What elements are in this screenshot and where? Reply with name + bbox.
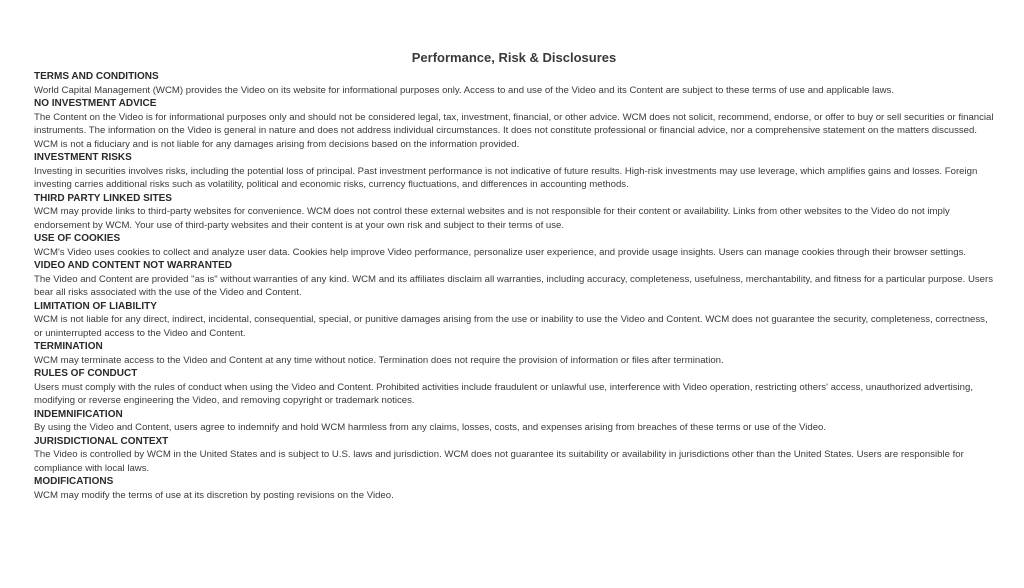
section-heading: VIDEO AND CONTENT NOT WARRANTED xyxy=(34,260,232,271)
section-body: World Capital Management (WCM) provides the Video on its website for informational purposes only. Access to and use of the Video and its Content are subject to these terms of use and applicable laws. xyxy=(34,84,894,96)
section-heading: NO INVESTMENT ADVICE xyxy=(34,98,157,109)
section-body: WCM may modify the terms of use at its discretion by posting revisions on the Video. xyxy=(34,489,394,501)
section-heading: RULES OF CONDUCT xyxy=(34,368,138,379)
section-body: By using the Video and Content, users agree to indemnify and hold WCM harmless from any claims, losses, costs, and expenses arising from breaches of these terms or use of the Video. xyxy=(34,422,827,433)
section-third-party-linked-sites xyxy=(34,192,994,233)
section-body: The Video and Content are provided "as is" without warranties of any kind. WCM and its affiliates disclaim all warranties, including accuracy, completeness, usefulness, merchantability, and fitness for a particular purpose. Users bear all risks associated with the use of the Video and Content. xyxy=(34,273,994,298)
section-termination xyxy=(34,340,994,367)
section-limitation-of-liability xyxy=(34,300,994,341)
section-video-and-content-not-warranted xyxy=(34,259,994,300)
section-body: The Video is controlled by WCM in the United States and is subject to U.S. laws and jurisdiction. WCM does not guarantee its suitability or availability in jurisdictions other than the United States. Users are responsible for compliance with local laws. xyxy=(34,449,964,474)
section-heading: THIRD PARTY LINKED SITES xyxy=(34,192,172,204)
section-body: WCM's Video uses cookies to collect and analyze user data. Cookies help improve Video performance, personalize user experience, and provide usage insights. Users can manage cookies through their browser settings. xyxy=(34,246,967,258)
section-body: The Content on the Video is for informational purposes only and should not be considered legal, tax, investment, financial, or other advice. WCM does not solicit, recommend, endorse, or offer to buy or sell securities or financial instruments. The information on the Video is general in nature and does not address individual circumstances. It does not constitute professional or financial advice, nor a comprehensive statement on the matters discussed. WCM is not a fiduciary and is not liable for any damages arising from decisions based on the information provided. xyxy=(34,111,994,150)
section-use-of-cookies xyxy=(34,232,994,259)
section-body: WCM may provide links to third-party websites for convenience. WCM does not control these external websites and is not responsible for their content or availability. Links from other websites to the Video do not imply endorsement by WCM. Your use of third-party websites and their content is at your own risk and subject to their terms of use. xyxy=(34,206,950,231)
section-body: WCM may terminate access to the Video and Content at any time without notice. Termination does not require the provision of information or files after termination. xyxy=(34,354,724,366)
section-heading: LIMITATION OF LIABILITY xyxy=(34,300,157,312)
section-terms-and-conditions xyxy=(34,70,994,97)
section-heading: MODIFICATIONS xyxy=(34,476,114,487)
section-indemnification xyxy=(34,408,994,435)
section-heading: TERMINATION xyxy=(34,341,103,352)
section-heading: INVESTMENT RISKS xyxy=(34,152,132,163)
section-heading: USE OF COOKIES xyxy=(34,233,121,244)
section-body: Users must comply with the rules of conduct when using the Video and Content. Prohibited activities include fraudulent or unlawful use, interference with Video operation, restricting others' access, unauthorized advertising, modifying or reverse engineering the Video, and removing copyright or trademark notices. xyxy=(34,381,973,406)
section-body: WCM is not liable for any direct, indirect, incidental, consequential, special, or punitive damages arising from the use or inability to use the Video and Content. WCM does not guarantee the security, completeness, correctness, or uninterrupted access to the Video and Content. xyxy=(34,314,988,339)
section-body: Investing in securities involves risks, including the potential loss of principal. Past investment performance is not indicative of future results. High-risk investments may use leverage, which amplifies gains and losses. Foreign investing carries additional risks such as volatility, political and economic risks, currency fluctuations, and differences in accounting methods. xyxy=(34,165,978,190)
section-modifications xyxy=(34,475,994,502)
section-heading: TERMS AND CONDITIONS xyxy=(34,71,159,82)
section-jurisdictional-context xyxy=(34,435,994,476)
section-heading: INDEMNIFICATION xyxy=(34,408,123,420)
page-title: Performance, Risk & Disclosures xyxy=(411,50,617,65)
section-investment-risks xyxy=(34,151,994,192)
section-rules-of-conduct xyxy=(34,367,994,408)
section-heading: JURISDICTIONAL CONTEXT xyxy=(34,435,169,447)
disclosures-page xyxy=(34,50,994,502)
section-no-investment-advice xyxy=(34,97,994,151)
